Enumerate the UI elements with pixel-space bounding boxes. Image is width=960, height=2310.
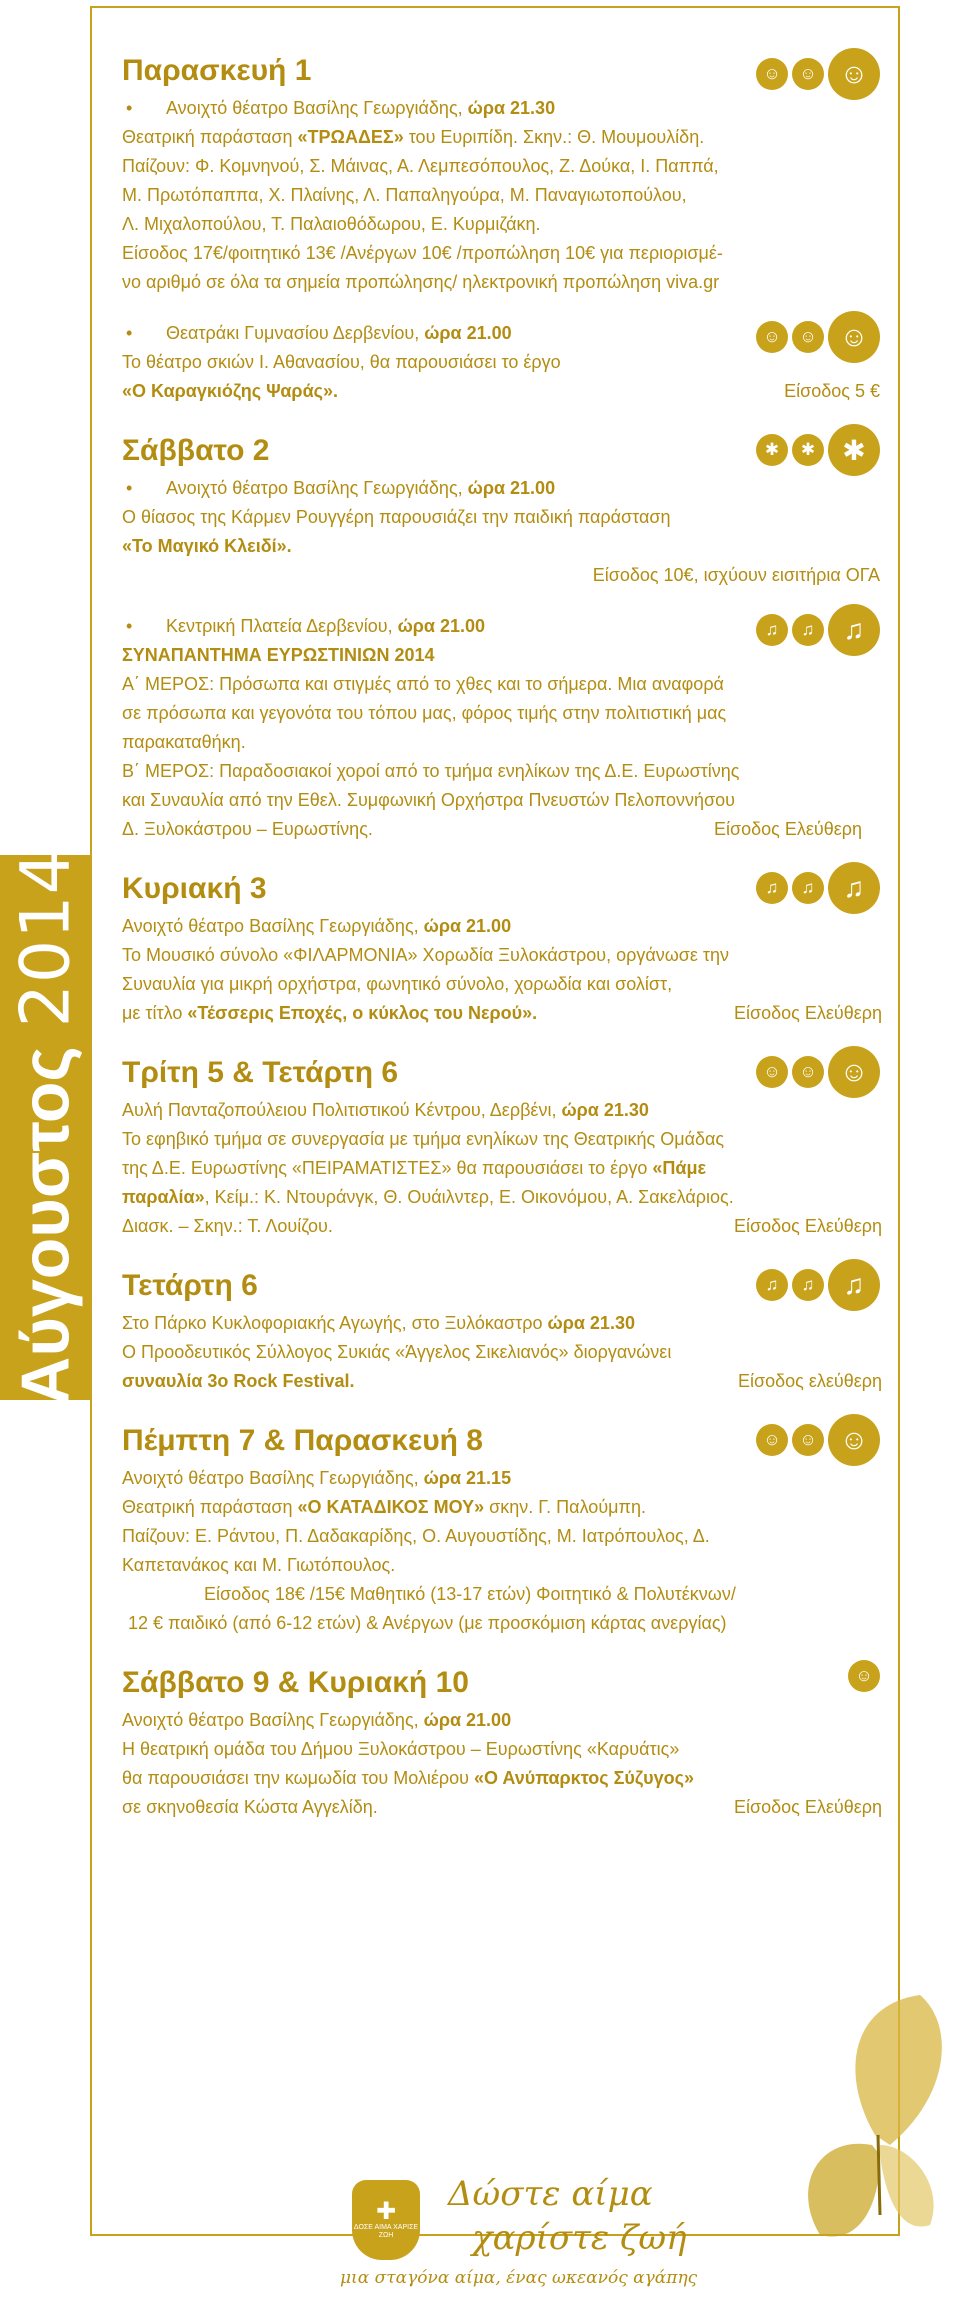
theatre-masks-icon: ☺ [792, 58, 824, 90]
theatre-masks-icon: ☺ [756, 321, 788, 353]
category-icons [756, 604, 880, 656]
theatre-masks-icon: ☺ [756, 1424, 788, 1456]
event-line: Παίζουν: Φ. Κομνηνού, Σ. Μάινας, Α. Λεμπεσόπουλος, Ζ. Δούκα, Ι. Παππά, [122, 156, 719, 176]
day-heading: Πέμπτη 7 & Παρασκευή 8 [122, 1424, 483, 1457]
category-icons [756, 1046, 880, 1098]
category-icons [756, 1259, 880, 1311]
theatre-masks-icon: ☺ [848, 1660, 880, 1692]
ticket-line: 12 € παιδικό (από 6-12 ετών) & Ανέργων (με προσκόμιση κάρτας ανεργίας) [128, 1613, 727, 1633]
category-icons [848, 1660, 880, 1692]
child-icon: ✱ [828, 424, 880, 476]
entry-price: Είσοδος Ελεύθερη [734, 1216, 882, 1236]
child-icon: ✱ [792, 434, 824, 466]
venue-line: • Ανοιχτό θέατρο Βασίλης Γεωργιάδης, ώρα 21.30 [122, 94, 880, 123]
event-day-7-8 [122, 1418, 880, 1638]
ticket-line: Είσοδος 18€ /15€ Μαθητικό (13-17 ετών) Φοιτητικό & Πολυτέκνων/ [204, 1584, 736, 1604]
event-line: παραλία», Κείμ.: Κ. Ντουράνγκ, Θ. Ουάιλντερ, Ε. Οικονόμου, Α. Σακελάριος. [122, 1187, 734, 1207]
entry-price: Είσοδος Ελεύθερη [714, 819, 862, 839]
venue-line: Ανοιχτό θέατρο Βασίλης Γεωργιάδης, ώρα 21.00 [122, 916, 512, 936]
event-line: Το εφηβικό τμήμα σε συνεργασία με τμήμα ενηλίκων της Θεατρικής Ομάδας [122, 1129, 725, 1149]
event-title: ΣΥΝΑΠΑΝΤΗΜΑ ΕΥΡΩΣΤΙΝΙΩΝ 2014 [122, 645, 435, 665]
tagline: μια σταγόνα αίμα, ένας ωκεανός αγάπης [340, 2268, 698, 2288]
music-note-icon: ♫ [756, 1269, 788, 1301]
theatre-masks-icon: ☺ [756, 58, 788, 90]
event-line: θα παρουσιάσει την κωμωδία του Μολιέρου «Ο Ανύπαρκτος Σύζυγος» [122, 1768, 695, 1788]
venue-line: Ανοιχτό θέατρο Βασίλης Γεωργιάδης, ώρα 21.15 [122, 1468, 512, 1488]
event-day-9-10 [122, 1660, 880, 1822]
event-line: και Συναυλία από την Εθελ. Συμφωνική Ορχήστρα Πνευστών Πελοποννήσου [122, 790, 736, 810]
category-icons [756, 1414, 880, 1466]
event-line: Θεατρική παράσταση «Ο ΚΑΤΑΔΙΚΟΣ ΜΟΥ» σκην. Γ. Παλούμπη. [122, 1497, 646, 1517]
event-line: της Δ.Ε. Ευρωστίνης «ΠΕΙΡΑΜΑΤΙΣΤΕΣ» θα παρουσιάσει το έργο «Πάμε [122, 1158, 707, 1178]
music-note-icon: ♫ [792, 1269, 824, 1301]
event-title: «Ο Καραγκιόζης Ψαράς». [122, 381, 338, 401]
heart-icon: ✚ [375, 2198, 397, 2225]
event-line: Το Μουσικό σύνολο «ΦΙΛΑΡΜΟΝΙΑ» Χορωδία Ξυλοκάστρου, οργάνωσε την [122, 945, 730, 965]
venue-line: Αυλή Πανταζοπούλειου Πολιτιστικού Κέντρου, Δερβένι, ώρα 21.30 [122, 1100, 649, 1120]
theatre-masks-icon: ☺ [756, 1056, 788, 1088]
logo-slogan-1: Δώστε αίμα [448, 2174, 653, 2214]
entry-price: Είσοδος ελεύθερη [737, 1371, 882, 1391]
entry-price: Είσοδος Ελεύθερη [734, 1003, 882, 1023]
event-line: με τίτλο «Τέσσερις Εποχές, ο κύκλος του Νερού». [122, 1003, 538, 1023]
butterfly-illustration [780, 1985, 960, 2265]
month-label [6, 850, 86, 1406]
theatre-masks-icon: ☺ [792, 321, 824, 353]
event-line: Λ. Μιχαλοπούλου, Τ. Παλαιοθόδωρου, Ε. Κυρμιζάκη. [122, 214, 541, 234]
ticket-line: νο αριθμό σε όλα τα σημεία προπώλησης/ ηλεκτρονική προπώληση viva.gr [122, 272, 720, 292]
event-line: Ο θίασος της Κάρμεν Ρουγγέρη παρουσιάζει την παιδική παράσταση [122, 507, 671, 527]
event-line: Καπετανάκος και Μ. Γιωτόπουλος. [122, 1555, 396, 1575]
event-day-2 [122, 428, 880, 844]
event-line: Συναυλία για μικρή ορχήστρα, φωνητικό σύνολο, χορωδία και σολίστ, [122, 974, 673, 994]
entry-price: Είσοδος 10€, ισχύουν εισιτήρια ΟΓΑ [592, 565, 880, 585]
venue-line: • Κεντρική Πλατεία Δερβενίου, ώρα 21.00 [122, 612, 880, 641]
event-line: Το θέατρο σκιών Ι. Αθανασίου, θα παρουσιάσει το έργο [122, 352, 561, 372]
music-note-icon: ♫ [792, 872, 824, 904]
theatre-masks-icon: ☺ [828, 1046, 880, 1098]
event-day-5-6 [122, 1050, 880, 1241]
day-heading: Σάββατο 9 & Κυριακή 10 [122, 1666, 469, 1699]
music-note-icon: ♫ [828, 1259, 880, 1311]
day-heading: Τρίτη 5 & Τετάρτη 6 [122, 1056, 399, 1089]
venue-line: Ανοιχτό θέατρο Βασίλης Γεωργιάδης, ώρα 21.00 [122, 1710, 512, 1730]
entry-price: Είσοδος 5 € [784, 381, 880, 401]
day-heading: Παρασκευή 1 [122, 54, 312, 87]
event-line: σε πρόσωπα και γεγονότα του τόπου μας, φόρος τιμής στην πολιτιστική μας [122, 703, 727, 723]
venue-line: • Θεατράκι Γυμνασίου Δερβενίου, ώρα 21.00 [122, 319, 880, 348]
category-icons [756, 862, 880, 914]
music-note-icon: ♫ [756, 872, 788, 904]
theatre-masks-icon: ☺ [828, 48, 880, 100]
logo-badge-text: ΔΟΣΕ ΑΙΜΑ ΧΑΡΙΣΕ ΖΩΗ [353, 2224, 419, 2239]
month-year: 2014 [6, 850, 86, 1028]
month-name: Αύγουστος [7, 1046, 84, 1406]
event-line: Δ. Ξυλοκάστρου – Ευρωστίνης. [122, 819, 373, 839]
event-line: Α΄ ΜΕΡΟΣ: Πρόσωπα και στιγμές από το χθες και το σήμερα. Μια αναφορά [122, 674, 724, 694]
event-title: συναυλία 3ο Rock Festival. [122, 1371, 355, 1391]
event-line: Β΄ ΜΕΡΟΣ: Παραδοσιακοί χοροί από το τμήμα ενηλίκων της Δ.Ε. Ευρωστίνης [122, 761, 740, 781]
sub-event [122, 612, 880, 844]
category-icons [756, 424, 880, 476]
venue-line: • Ανοιχτό θέατρο Βασίλης Γεωργιάδης, ώρα 21.00 [122, 474, 880, 503]
music-note-icon: ♫ [792, 614, 824, 646]
day-heading: Τετάρτη 6 [122, 1269, 258, 1302]
event-list [122, 48, 880, 1822]
theatre-masks-icon: ☺ [792, 1056, 824, 1088]
category-icons [756, 311, 880, 363]
event-day-1 [122, 48, 880, 406]
event-line: Διασκ. – Σκην.: Τ. Λουίζου. [122, 1216, 333, 1236]
event-line: σε σκηνοθεσία Κώστα Αγγελίδη. [122, 1797, 378, 1817]
theatre-masks-icon: ☺ [828, 311, 880, 363]
music-note-icon: ♫ [828, 862, 880, 914]
event-line: παρακαταθήκη. [122, 732, 246, 752]
child-icon: ✱ [756, 434, 788, 466]
theatre-masks-icon: ☺ [792, 1424, 824, 1456]
category-icons [756, 48, 880, 100]
theatre-masks-icon: ☺ [828, 1414, 880, 1466]
event-line: Παίζουν: Ε. Ράντου, Π. Δαδακαρίδης, Ο. Αυγουστίδης, Μ. Ιατρόπουλος, Δ. [122, 1526, 710, 1546]
event-line: Μ. Πρωτόπαππα, Χ. Πλαίνης, Λ. Παπαληγούρα, Μ. Παναγιωτοπούλου, [122, 185, 687, 205]
day-heading: Κυριακή 3 [122, 872, 267, 905]
event-day-6 [122, 1263, 880, 1396]
music-note-icon: ♫ [756, 614, 788, 646]
venue-line: Στο Πάρκο Κυκλοφοριακής Αγωγής, στο Ξυλόκαστρο ώρα 21.30 [122, 1313, 635, 1333]
day-heading: Σάββατο 2 [122, 434, 270, 467]
event-line: Η θεατρική ομάδα του Δήμου Ξυλοκάστρου – Ευρωστίνης «Καρυάτις» [122, 1739, 680, 1759]
logo-slogan-2: χαρίστε ζωή [472, 2218, 687, 2258]
blood-drop-icon [352, 2180, 420, 2260]
event-line: Θεατρική παράσταση «ΤΡΩΑΔΕΣ» του Ευριπίδη. Σκην.: Θ. Μουμουλίδη. [122, 127, 705, 147]
event-day-3 [122, 866, 880, 1028]
music-note-icon: ♫ [828, 604, 880, 656]
ticket-line: Είσοδος 17€/φοιτητικό 13€ /Ανέργων 10€ /προπώληση 10€ για περιορισμέ- [122, 243, 723, 263]
event-title: «Το Μαγικό Κλειδί». [122, 536, 292, 556]
event-line: Ο Προοδευτικός Σύλλογος Συκιάς «Άγγελος Σικελιανός» διοργανώνει [122, 1342, 672, 1362]
entry-price: Είσοδος Ελεύθερη [734, 1797, 882, 1817]
sub-event [122, 319, 880, 406]
